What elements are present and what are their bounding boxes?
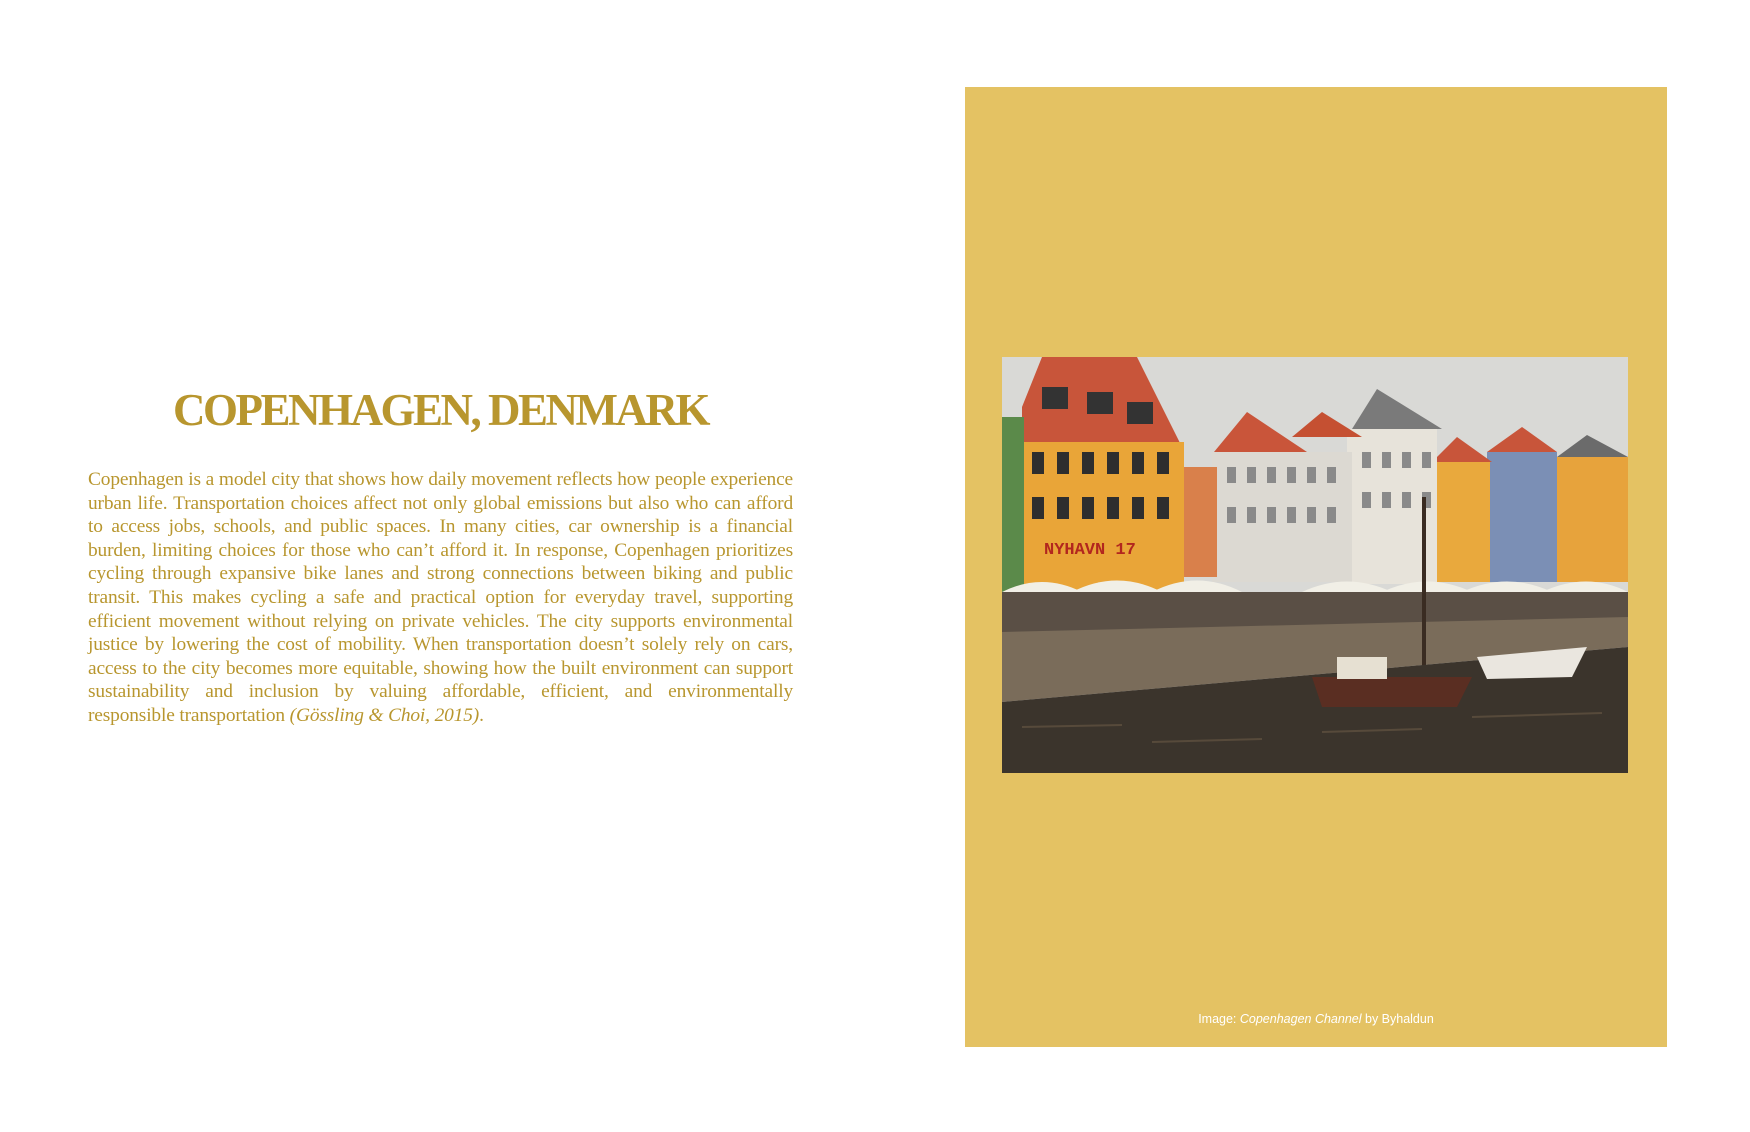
- nyhavn-sign-text: NYHAVN 17: [1044, 541, 1136, 560]
- paragraph-text: Copenhagen is a model city that shows how daily movement reflects how people experience urban life. Transportation choices affect not only global emissions but also who can afford to access jobs, schools, and public spaces. In many cities, car ownership is a financial burden, limiting choices for those who can’t afford it. In response, Copenhagen prioritizes cycling through expansive bike lanes and strong connections between biking and public transit. This makes cycling a safe and practical option for everyday travel, supporting efficient movement without relying on private vehicles. The city supports environmental justice by lowering the cost of mobility. When transportation doesn’t solely rely on cars, access to the city becomes more equitable, showing how the built environment can support sustainability and inclusion by valuing affordable, efficient, and environmentally responsible transportation: [88, 469, 793, 726]
- nyhavn-harbor-photo: [1002, 357, 1628, 773]
- body-paragraph: [88, 468, 793, 728]
- caption-work-title: Copenhagen Channel: [1239, 1012, 1362, 1026]
- caption-prefix: Image:: [1198, 1012, 1240, 1026]
- image-caption: [965, 1012, 1667, 1026]
- paragraph-end: .: [479, 704, 484, 726]
- page-title: COPENHAGEN, DENMARK: [173, 385, 708, 435]
- image-panel: [965, 87, 1667, 1047]
- citation: (Gössling & Choi, 2015): [289, 704, 480, 726]
- caption-suffix: by Byhaldun: [1361, 1012, 1434, 1026]
